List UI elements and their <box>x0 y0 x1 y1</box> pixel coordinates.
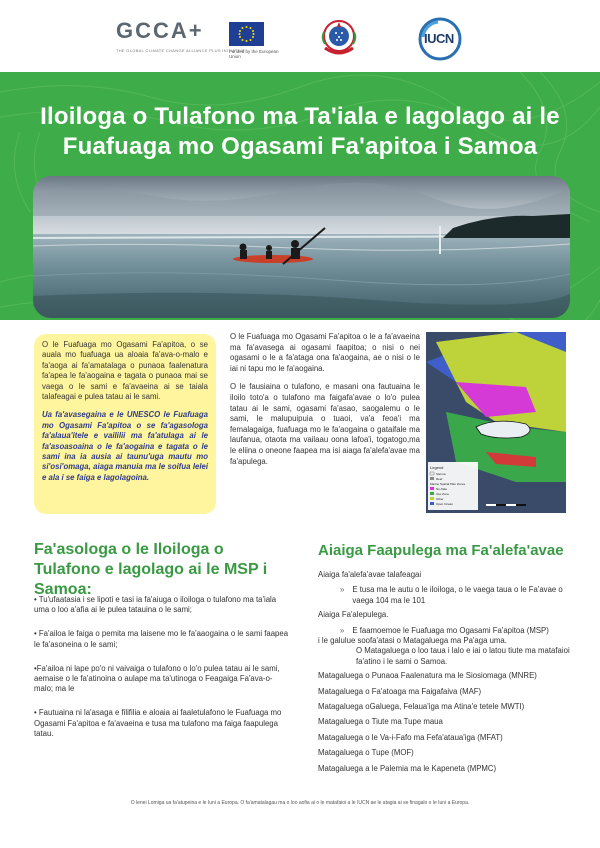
left-section-heading: Fa'asologa o le Iloiloga o Tulafono e lagolago ai le MSP i Samoa: <box>34 541 268 598</box>
ministry-item: Matagaluega o le Va-i-Fafo ma Fefa'ataua'iga (MFAT) <box>318 732 503 742</box>
constitutional-label: Aiaiga fa'alefa'avae talafeagai <box>318 570 422 579</box>
list-item: • Tu'ufaatasia i se lipoti e tasi ia fa'aiuga o iloiloga o tulafono ma ta'iala uma o loo a'afia ai le pulea tatauina o le sami; <box>34 595 277 615</box>
sub-item <box>318 585 574 606</box>
ministry-item: Matagaluega o Fa'atoaga ma Faigafaiva (MAF) <box>318 686 482 696</box>
sub-item-text: E tusa ma le autu o le iloiloga, o le vaega taua o le Fa'avae o vaega 104 ma le 101 <box>352 585 563 605</box>
right-section-list <box>318 570 574 779</box>
ministry-item: Matagaluega oGaluega, Felaua'iga ma Atina'e tetele MWTI) <box>318 702 525 712</box>
middle-paragraph-2: O le fausiaina o tulafono, e masani ona fautuaina le iloilo toto'a o tulafono ma faigafa'avae o lo'o pulea tatau ai le sami, ogasami fa'asao, saogalemu o le sami, le malupuipuia o tuaoi, va'a feoa'i ma femalagaiga, fuafuaga mo le fa'aogaina o gataifale ma laufanua, otaota ma vailaau oona lafoa'i, togatogo,ma le eliina o oneone faapea ma isi aiaga fa'alefa'avae ma fa'apulega. <box>230 382 420 466</box>
middle-text-column <box>230 332 420 475</box>
intro-paragraph-unesco: Ua fa'avasegaina e le UNESCO le Fuafuaga mo Ogasami Fa'apitoa o se fa'agasologa fa'alaua'itele e vaililii ma fa'atulaga ai le fa'asoasoaina o le fa'aogaina e tagata o le sami ina ia ausia ai taunu'uga mautu mo si'osi'omaga, aiaga manuia ma le soifua lelei e ala i se faiga e lagolagoina. <box>42 410 208 482</box>
administrative-label: Aiaiga Fa'alepulega. <box>318 610 389 620</box>
ministry-item: Matagaluega a le Palemia ma le Kapeneta (MPMC) <box>318 763 497 773</box>
iucn-logo <box>418 17 462 61</box>
ministry-item: Matagaluega o Tupe (MOF) <box>318 748 414 758</box>
legend-item: Open Ocean <box>436 502 454 506</box>
list-item: •Fa'ailoa ni lape po'o ni vaivaiga o tulafono o lo'o pulea tatau ai le sami, aemaise o le fa'atinoina o aulape ma ta'utinoga o Feagaiga Fa'ava-o-malo; ma le <box>34 663 280 694</box>
title-line-1: Iloiloga o Tulafono ma Ta'iala e lagolago ai le <box>40 103 560 130</box>
iucn-logo-text: IUCN <box>424 31 454 46</box>
footer-disclaimer: O lenei Lomiga ua fa'atupeina e le Iuni a Europa. O fa'amatalagau ma o loo aofia ai o le matafaioi a le IUCN ae le atagia ai se finagalo o le Iuni a Europa. <box>130 800 470 806</box>
list-item: • Fa'ailoa le faiga o pemita ma laisene mo le fa'aaogaina o le sami faapea le fa'asoneina o le sami; <box>34 629 289 649</box>
map-legend-title: Legend <box>430 465 444 470</box>
middle-paragraph-1: O le Fuafuaga mo Ogasami Fa'apitoa o le a fa'avaeina ma fa'avasega ai ogasami faapitoa; o nisi o nei ogasami o le a fa'ataga ona fa'aogaina, ae o nisi o le iai ni tapu mo le fa'aogaina. <box>230 332 420 373</box>
map-island <box>476 421 530 438</box>
list-item: • Fautuaina ni la'asaga e filifilia e aloaia ai faaletulafono le Fuafuaga mo Ogasami Fa'apitoa e fa'avaeina e tusa ma tulafono ma faiga faapulega tatau. <box>34 708 282 738</box>
page-title <box>20 102 580 162</box>
ministry-item: Matagaluega o Punaoa Faalenatura ma le Siosiomaga (MNRE) <box>318 671 537 681</box>
sub-item <box>318 626 574 636</box>
sub-item-text: O Matagaluega o loo taua i lalo e iai o latou tiute ma matafaioi fa'atino i le sami o Samoa. <box>356 646 570 666</box>
legend-item: Samoa <box>436 472 446 476</box>
samoa-seal-icon <box>316 14 362 60</box>
legend-item: Reef <box>436 477 443 481</box>
legend-item: No-Take <box>436 487 448 491</box>
left-section-list <box>34 595 290 753</box>
intro-paragraph-1: O le Fuafuaga mo Ogasami Fa'apitoa, o se auala mo fuafuaga ua aloaia fa'ava-o-malo e fa'aoga ai fa'amatalaga o punaoa faalenatura fa'apea le fa'aogaina e tagata o punaoa mai se vaega o le sami e fa'avaeina ai se taiala talafeagai e pulea tatau ai le sami. <box>42 340 208 402</box>
legend-item: Other <box>436 497 444 501</box>
sub-item-text: i le galulue soofa'atasi o Matagaluega ma Pa'aga uma. <box>318 636 507 646</box>
ministry-item: Matagaluega o Tiute ma Tupe maua <box>318 717 443 727</box>
eu-caption: Funded by the European Union <box>229 49 279 59</box>
gcca-tagline: THE GLOBAL CLIMATE CHANGE ALLIANCE PLUS INITIATIVE <box>116 48 246 53</box>
right-section-heading: Aiaiga Faapulega ma Fa'alefa'avae <box>318 542 564 559</box>
sub-item-text: E faamoemoe le Fuafuaga mo Ogasami Fa'apitoa (MSP) <box>352 625 549 635</box>
bullet-glyph: » <box>340 625 345 635</box>
title-line-2: Fuafuaga mo Ogasami Fa'apitoa i Samoa <box>62 133 538 160</box>
bullet-glyph: » <box>340 585 345 595</box>
legend-item: Use Zone <box>436 492 450 496</box>
legend-item: Marine Spatial Plan Zones <box>430 482 466 486</box>
logo-bar <box>0 0 600 72</box>
kayak-lagoon-photo <box>33 176 570 318</box>
gcca-logo: GCCA+ <box>116 18 204 43</box>
eu-flag-icon <box>229 22 264 46</box>
intro-callout-box <box>34 334 216 514</box>
marine-spatial-plan-map <box>426 332 566 513</box>
